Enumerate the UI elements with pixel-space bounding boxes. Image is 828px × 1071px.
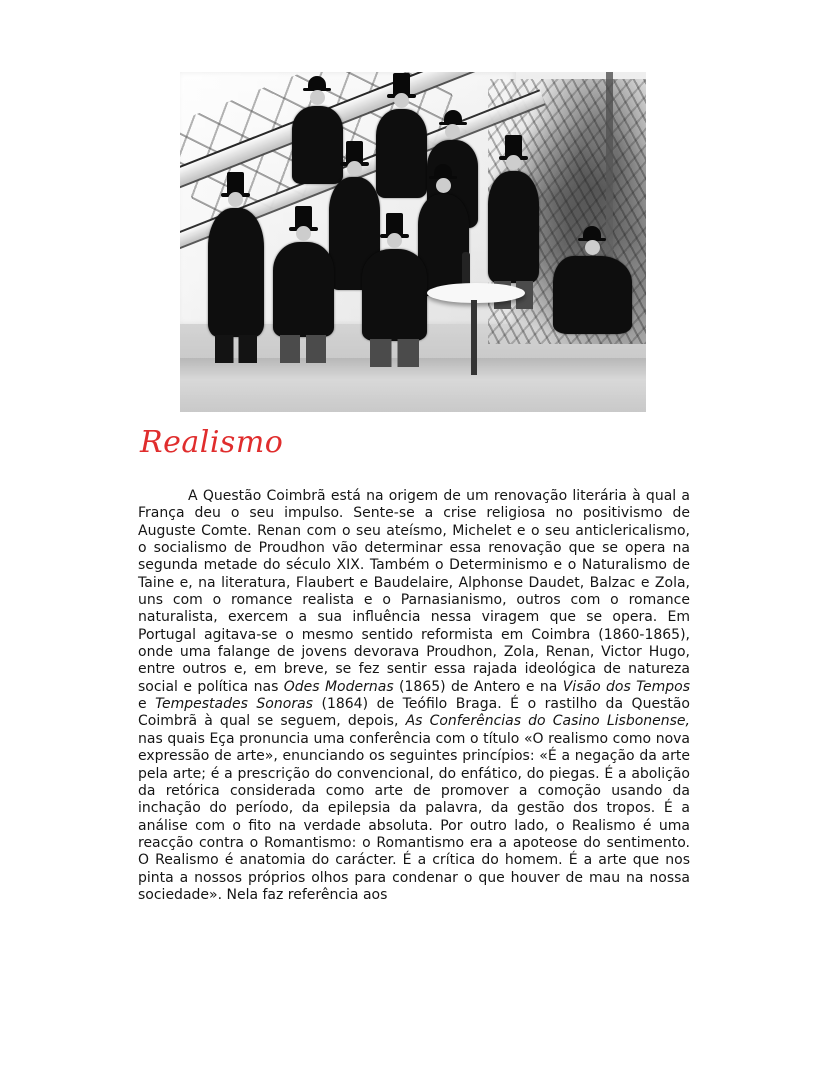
bowler-hat-icon xyxy=(434,164,452,177)
figure-historic-group-photo xyxy=(180,72,646,412)
photo-person-8 xyxy=(273,242,334,337)
top-hat-icon xyxy=(386,213,403,235)
photo-person-2 xyxy=(292,106,343,184)
top-hat-icon xyxy=(227,172,244,194)
legs xyxy=(370,339,420,367)
photo-person-7 xyxy=(488,171,539,283)
photo-tree-trunk xyxy=(606,72,613,283)
work-title-italic: Tempestades Sonoras xyxy=(155,696,313,713)
legs xyxy=(280,335,326,363)
photo-person-3 xyxy=(376,109,427,197)
face xyxy=(585,240,600,255)
photo-table-stem xyxy=(471,300,477,375)
legs xyxy=(215,335,257,363)
work-title-italic: As Conferências do Casino Lisbonense, xyxy=(405,713,690,730)
photograph xyxy=(180,72,646,412)
photo-person-1 xyxy=(208,208,264,337)
top-hat-icon xyxy=(393,73,410,95)
photo-bottle xyxy=(462,252,470,286)
page-title: Realismo xyxy=(140,425,284,460)
article-paragraph: A Questão Coimbrã está na origem de um renovação literária à qual a França deu o seu impulso. Sente-se a crise religiosa no positivismo de Auguste Comte. Renan com o seu ateísmo, Michelet e o seu anticlericalismo, o socialismo de Proudhon vão determinar essa renovação que se opera na segunda metade do século XIX. Também o Determinismo e o Naturalismo de Taine e, na literatura, Flaubert e Baudelaire, Alphonse Daudet, Balzac e Zola, uns com o romance realista e o Parnasianismo, outros com o romance naturalista, exercem a sua influência nessa viragem que se opera. Em Portugal agitava-se o mesmo sentido reformista em Coimbra (1860-1865), onde uma falange de jovens devorava Proudhon, Zola, Renan, Victor Hugo, entre outros e, em breve, se fez sentir essa rajada ideológica de natureza social e política nas Odes Modernas (1865) de Antero e na Visão dos Tempos e Tempestades Sonoras (1864) de Teófilo Braga. É o rastilho da Questão Coimbrã à qual se seguem, depois, As Conferências do Casino Lisbonense, nas quais Eça pronuncia uma conferência com o título «O realismo como nova expressão de arte», enunciando os seguintes princípios: «É a negação da arte pela arte; é a prescrição do convencional, do enfático, do piegas. É a abolição da retórica considerada como arte de promover a comoção usando da inchação do período, da epilepsia da palavra, da gestão dos tropos. É a análise com o fito na verdade absoluta. Por outro lado, o Realismo é uma reacção contra o Romantismo: o Romantismo era a apoteose do sentimento. O Realismo é anatomia do carácter. É a crítica do homem. É a arte que nos pinta a nossos próprios olhos para condenar o que houver de mau na nossa sociedade». Nela faz referência aos xyxy=(138,488,691,903)
top-hat-icon xyxy=(505,135,522,157)
work-title-italic: Visão dos Tempos xyxy=(562,678,691,695)
top-hat-icon xyxy=(295,206,312,228)
bowler-hat-icon xyxy=(444,110,462,123)
photo-person-10 xyxy=(553,256,632,334)
photo-person-9 xyxy=(362,249,427,341)
face xyxy=(310,90,325,105)
face xyxy=(296,226,311,241)
face xyxy=(445,124,460,139)
face xyxy=(387,233,402,248)
face xyxy=(506,155,521,170)
work-title-italic: Odes Modernas xyxy=(283,678,394,695)
top-hat-icon xyxy=(346,141,363,163)
